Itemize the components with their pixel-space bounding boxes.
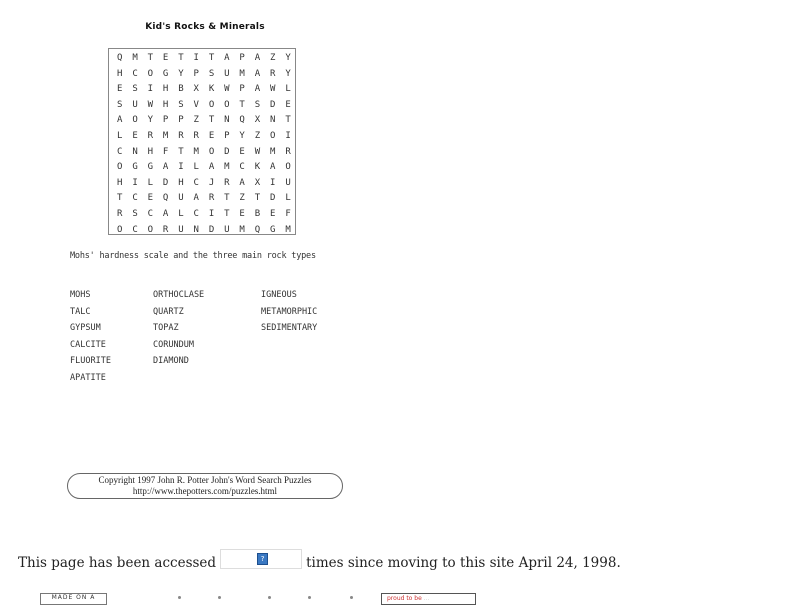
word-list-column-2	[153, 287, 204, 370]
grid-letter: E	[208, 131, 215, 141]
grid-row	[109, 53, 295, 69]
grid-letter: N	[270, 115, 276, 126]
grid-letter: Q	[239, 115, 245, 126]
grid-letter: X	[193, 84, 199, 95]
grid-letter: N	[132, 146, 138, 157]
grid-letter: T	[117, 193, 123, 204]
grid-letter: U	[132, 99, 138, 110]
grid-letter: I	[147, 84, 154, 95]
grid-letter: X	[254, 177, 261, 188]
word-list-item: METAMORPHIC	[261, 306, 318, 317]
grid-letter: L	[147, 177, 154, 188]
grid-letter: I	[178, 162, 184, 173]
grid-letter: H	[117, 68, 123, 79]
grid-letter: K	[254, 162, 261, 173]
grid-letter: S	[178, 99, 184, 110]
grid-letter: D	[270, 193, 276, 204]
access-text-before: This page has been accessed	[18, 555, 217, 571]
grid-letter: W	[224, 84, 230, 95]
grid-letter: A	[208, 162, 215, 173]
grid-letter: O	[285, 162, 291, 173]
grid-letter: F	[285, 209, 291, 219]
grid-letter: L	[193, 162, 199, 173]
grid-letter: B	[254, 209, 261, 219]
made-on-a-badge[interactable]: MADE ON A	[40, 593, 107, 605]
puzzle-subtitle: Mohs' hardness scale and the three main rock types	[70, 251, 316, 261]
grid-letter: R	[208, 193, 215, 204]
grid-letter: O	[117, 224, 123, 235]
access-counter-text	[18, 553, 621, 573]
grid-letter: M	[162, 131, 169, 141]
word-list-item: ORTHOCLASE	[153, 290, 205, 300]
grid-letter: G	[270, 224, 276, 235]
grid-letter: R	[270, 68, 276, 79]
word-list-item: DIAMOND	[153, 356, 189, 366]
word-list-item: FLUORITE	[70, 356, 111, 366]
grid-letter: G	[147, 162, 154, 173]
grid-letter: T	[239, 99, 245, 110]
grid-row	[109, 193, 295, 209]
grid-letter: S	[208, 68, 215, 79]
grid-letter: O	[147, 224, 154, 235]
grid-row	[109, 84, 295, 100]
grid-letter: E	[239, 209, 245, 219]
grid-letter: A	[254, 68, 261, 79]
grid-letter: M	[193, 146, 199, 157]
grid-letter: C	[117, 146, 123, 157]
grid-letter: Q	[117, 53, 123, 63]
broken-image-icon: ?	[257, 553, 268, 565]
grid-letter: A	[193, 193, 199, 204]
copyright-banner[interactable]	[67, 473, 343, 499]
grid-letter: R	[117, 209, 123, 219]
word-list-item: CALCITE	[70, 339, 106, 350]
word-list-column-3	[261, 287, 317, 337]
grid-letter: A	[270, 162, 276, 173]
grid-letter: C	[132, 193, 138, 204]
grid-letter: H	[178, 177, 184, 188]
grid-letter: L	[178, 209, 184, 219]
copyright-url[interactable]: http://www.thepotters.com/puzzles.html	[132, 486, 278, 496]
grid-row	[109, 115, 295, 131]
grid-letter: X	[254, 115, 261, 126]
access-text-after: times since moving to this site April 24, 1998.	[306, 555, 621, 571]
grid-letter: M	[239, 68, 245, 79]
grid-letter: M	[270, 146, 276, 157]
grid-row	[109, 178, 295, 194]
word-list-column-1	[70, 287, 111, 386]
separator-dot	[178, 596, 181, 599]
grid-letter: R	[147, 131, 154, 141]
grid-letter: S	[132, 84, 138, 95]
grid-letter: E	[285, 99, 291, 110]
grid-row	[109, 209, 295, 225]
grid-letter: P	[178, 115, 184, 126]
grid-letter: V	[193, 99, 199, 110]
grid-letter: N	[193, 224, 199, 235]
grid-letter: I	[132, 177, 138, 188]
grid-letter: O	[208, 99, 215, 110]
separator-dot	[350, 596, 353, 599]
grid-letter: P	[162, 115, 169, 126]
grid-letter: Y	[147, 115, 154, 126]
grid-letter: I	[270, 177, 276, 188]
grid-letter: M	[224, 162, 230, 173]
word-list-item: CORUNDUM	[153, 339, 194, 350]
grid-letter: E	[270, 209, 276, 219]
hit-counter	[220, 549, 302, 569]
grid-letter: Y	[239, 131, 245, 141]
grid-letter: C	[132, 224, 138, 235]
grid-letter: D	[270, 99, 276, 110]
grid-letter: C	[147, 209, 154, 219]
grid-letter: H	[147, 146, 154, 157]
grid-letter: E	[239, 146, 245, 157]
grid-letter: O	[117, 162, 123, 173]
grid-letter: Z	[239, 193, 245, 204]
grid-row	[109, 162, 295, 178]
grid-letter: O	[224, 99, 230, 110]
grid-letter: Y	[285, 53, 291, 63]
grid-letter: O	[132, 115, 138, 126]
grid-letter: T	[178, 53, 184, 63]
grid-letter: R	[162, 224, 169, 235]
grid-row	[109, 100, 295, 116]
grid-letter: H	[117, 177, 123, 188]
grid-letter: T	[254, 193, 261, 204]
grid-letter: E	[132, 131, 138, 141]
grid-letter: S	[254, 99, 261, 110]
grid-letter: C	[193, 209, 199, 219]
grid-letter: T	[224, 193, 230, 204]
grid-letter: I	[193, 53, 199, 63]
grid-letter: A	[117, 115, 123, 126]
grid-letter: O	[270, 131, 276, 141]
grid-row	[109, 69, 295, 85]
grid-letter: L	[117, 131, 123, 141]
grid-letter: U	[285, 177, 291, 188]
word-list-item: IGNEOUS	[261, 290, 297, 300]
grid-letter: U	[178, 193, 184, 204]
grid-letter: T	[224, 209, 230, 219]
grid-letter: N	[224, 115, 230, 126]
grid-letter: R	[193, 131, 199, 141]
grid-letter: M	[285, 224, 291, 235]
grid-letter: E	[147, 193, 154, 204]
separator-dot	[308, 596, 311, 599]
grid-letter: K	[208, 84, 215, 95]
word-list-item: TALC	[70, 306, 91, 317]
grid-letter: T	[208, 53, 215, 63]
grid-letter: F	[162, 146, 169, 157]
grid-letter: P	[239, 53, 245, 63]
grid-letter: Q	[162, 193, 169, 204]
grid-letter: J	[208, 177, 215, 188]
grid-letter: T	[147, 53, 154, 63]
grid-letter: D	[162, 177, 169, 188]
word-list-item: TOPAZ	[153, 323, 179, 333]
grid-letter: E	[162, 53, 169, 63]
copyright-line: Copyright 1997 John R. Potter John's Word Search Puzzles	[98, 475, 312, 485]
separator-dot	[218, 596, 221, 599]
grid-letter: T	[178, 146, 184, 157]
grid-letter: Y	[285, 68, 291, 79]
grid-letter: A	[239, 177, 245, 188]
grid-letter: T	[208, 115, 215, 126]
grid-letter: C	[132, 68, 138, 79]
grid-letter: U	[224, 68, 230, 79]
grid-letter: Z	[270, 53, 276, 63]
grid-letter: G	[132, 162, 138, 173]
grid-letter: Z	[254, 131, 261, 141]
grid-letter: O	[147, 68, 154, 79]
grid-letter: W	[270, 84, 276, 95]
grid-letter: A	[254, 84, 261, 95]
word-list-item: GYPSUM	[70, 323, 101, 333]
grid-letter: S	[117, 99, 123, 110]
separator-dot	[268, 596, 271, 599]
grid-letter: A	[224, 53, 230, 63]
proud-to-be-badge[interactable]	[381, 593, 476, 605]
grid-letter: W	[254, 146, 261, 157]
grid-letter: A	[162, 209, 169, 219]
grid-letter: M	[239, 224, 245, 235]
page-title: Kid's Rocks & Minerals	[145, 22, 265, 32]
grid-letter: R	[178, 131, 184, 141]
grid-row	[109, 225, 295, 241]
grid-letter: R	[224, 177, 230, 188]
word-search-grid	[108, 48, 296, 235]
grid-letter: I	[208, 209, 215, 219]
grid-letter: Q	[254, 224, 261, 235]
grid-row	[109, 147, 295, 163]
grid-letter: U	[224, 224, 230, 235]
grid-letter: O	[208, 146, 215, 157]
grid-letter: E	[117, 84, 123, 95]
word-list-item: MOHS	[70, 290, 91, 300]
grid-letter: L	[285, 84, 291, 95]
badge-label: proud to be	[387, 595, 422, 602]
grid-letter: P	[239, 84, 245, 95]
grid-letter: P	[224, 131, 230, 141]
word-list-item: APATITE	[70, 372, 106, 383]
grid-letter: D	[208, 224, 215, 235]
grid-letter: Z	[193, 115, 199, 126]
grid-letter: U	[178, 224, 184, 235]
word-list-item: QUARTZ	[153, 306, 184, 317]
grid-letter: A	[254, 53, 261, 63]
grid-letter: D	[224, 146, 230, 157]
grid-letter: G	[162, 68, 169, 79]
grid-letter: M	[132, 53, 138, 63]
word-list-item: SEDIMENTARY	[261, 323, 318, 333]
grid-letter: T	[285, 115, 291, 126]
grid-letter: B	[178, 84, 184, 95]
grid-letter: H	[162, 84, 169, 95]
grid-letter: L	[285, 193, 291, 204]
grid-letter: C	[239, 162, 245, 173]
grid-row	[109, 131, 295, 147]
grid-letter: A	[162, 162, 169, 173]
grid-letter: I	[285, 131, 291, 141]
grid-letter: P	[193, 68, 199, 79]
badge-faint-text: ...	[423, 595, 430, 602]
grid-letter: S	[132, 209, 138, 219]
grid-letter: Y	[178, 68, 184, 79]
grid-letter: W	[147, 99, 154, 110]
grid-letter: C	[193, 177, 199, 188]
grid-letter: R	[285, 146, 291, 157]
grid-letter: H	[162, 99, 169, 110]
